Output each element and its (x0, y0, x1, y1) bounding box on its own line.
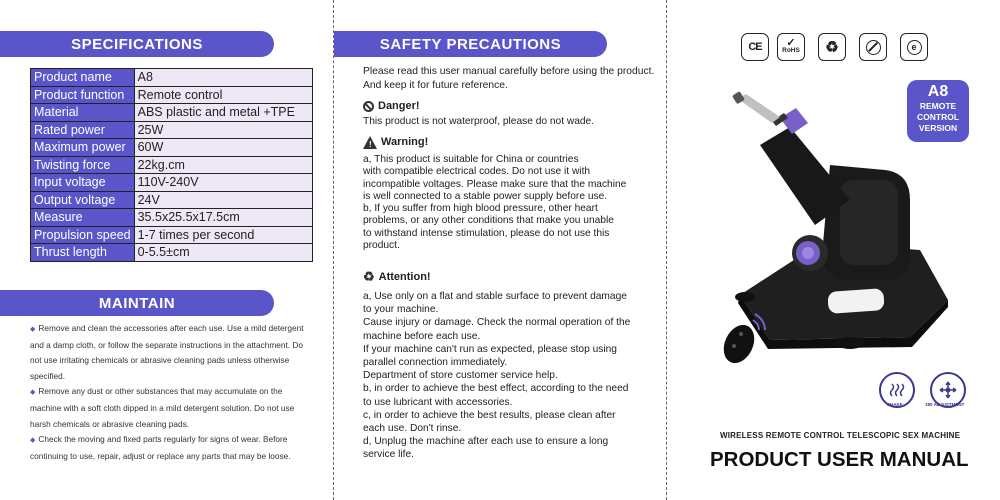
diamond-bullet-icon: ◆ (30, 326, 36, 333)
maintain-list (30, 321, 310, 464)
spec-key: Product function (31, 86, 135, 104)
spec-value: 25W (134, 121, 312, 139)
spec-value: 22kg.cm (134, 156, 312, 174)
product-rod (738, 94, 780, 123)
badge-model: A8 (927, 83, 949, 100)
specifications-title: SPECIFICATIONS (71, 35, 203, 53)
text-line: to use lubricant with accessories. (363, 396, 513, 408)
text-line: machine before each use. (363, 330, 481, 342)
ce-mark-icon: CE (741, 33, 769, 61)
spec-value: 35.5x25.5x17.5cm (134, 209, 312, 227)
text-line: b, in order to achieve the best effect, according to the need (363, 383, 629, 395)
spec-key: Propulsion speed (31, 226, 135, 244)
text-line: service life. (363, 449, 414, 461)
maintain-item: ◆ Check the moving and fixed parts regularly for signs of wear. Before continuing to use, repair, adjust or replace any parts that may be loose. (30, 434, 291, 461)
text-line: to your machine. (363, 304, 439, 316)
specifications-table (30, 68, 313, 262)
warning-text (363, 154, 663, 252)
text-line: problems, or any other conditions that make you unable (363, 215, 614, 227)
text-line: each use. Don't rinse. (363, 423, 462, 435)
maintain-banner (0, 290, 274, 316)
spec-key: Maximum power (31, 139, 135, 157)
text-line: d, Unplug the machine after each use to ensure a long (363, 436, 609, 448)
spec-row (31, 121, 313, 139)
adjustment-label: 180 ADJUSTMENT (925, 402, 965, 407)
spec-key: Input voltage (31, 174, 135, 192)
spec-row (31, 244, 313, 262)
spec-row (31, 104, 313, 122)
maintain-item: ◆ Remove any dust or other substances that may accumulate on the machine with a soft cloth dipped in a mild detergent solution. Do not use harsh chemicals or abrasive cleaning pads. (30, 386, 295, 429)
spec-value: 24V (134, 191, 312, 209)
remote-control (715, 310, 775, 370)
spec-value: A8 (134, 69, 312, 87)
text-line: b, If you suffer from high blood pressure, other heart (363, 203, 598, 215)
spec-key: Thrust length (31, 244, 135, 262)
text-line: incompatible voltages. Please make sure that the machine (363, 178, 627, 190)
spec-key: Product name (31, 69, 135, 87)
spec-row (31, 174, 313, 192)
text-line: c, in order to achieve the best results, please clean after (363, 409, 616, 421)
spec-value: 60W (134, 139, 312, 157)
spec-row (31, 139, 313, 157)
fold-line-left (333, 0, 334, 500)
maintain-title: MAINTAIN (98, 294, 176, 312)
spec-value: 0-5.5±cm (134, 244, 312, 262)
attention-text (363, 290, 663, 462)
text-line: If your machine can't run as expected, please stop using (363, 343, 617, 355)
spec-row (31, 86, 313, 104)
cover-title: PRODUCT USER MANUAL (710, 448, 969, 471)
spec-value: 1-7 times per second (134, 226, 312, 244)
spec-row (31, 226, 313, 244)
safety-banner (334, 31, 607, 57)
spec-key: Output voltage (31, 191, 135, 209)
text-line: Cause injury or damage. Check the normal operation of the (363, 317, 631, 329)
spec-row (31, 191, 313, 209)
rohs-mark-icon: ✓ RoHS (777, 33, 805, 61)
spec-key: Measure (31, 209, 135, 227)
warning-heading: ! Warning! (363, 136, 663, 149)
specifications-banner (0, 31, 274, 57)
text-line: a, Use only on a flat and stable surface to prevent damage (363, 291, 627, 302)
fold-line-right (666, 0, 667, 500)
shake-label: SHAKE (887, 402, 903, 407)
spec-key: Twisting force (31, 156, 135, 174)
maintain-item: ◆ Remove and clean the accessories after each use. Use a mild detergent and a damp cloth, or follow the separate instructions in the attachment. Do not use irritating chemicals or abrasive cleaning pads unless otherwise specified. (30, 323, 304, 381)
recycle-icon: ♻ (363, 269, 375, 284)
attention-heading: ♻ Attention! (363, 269, 431, 284)
safety-intro: Please read this user manual carefully before using the product. And keep it for future reference. (363, 66, 655, 91)
model-badge: A8 REMOTE CONTROL VERSION (907, 80, 969, 142)
text-line: product. (363, 240, 400, 252)
spec-row (31, 156, 313, 174)
spec-value: 110V-240V (134, 174, 312, 192)
text-line: Department of store customer service help. (363, 370, 558, 382)
diamond-bullet-icon: ◆ (30, 389, 36, 397)
spec-row (31, 69, 313, 87)
spec-row (31, 209, 313, 227)
spec-key: Material (31, 104, 135, 122)
no-mark-icon (859, 33, 887, 61)
prohibited-icon (363, 101, 374, 112)
spec-value: Remote control (134, 86, 312, 104)
spec-value: ABS plastic and metal +TPE (134, 104, 312, 122)
cover-subtitle: WIRELESS REMOTE CONTROL TELESCOPIC SEX MACHINE (720, 431, 961, 440)
diamond-bullet-icon: ◆ (30, 437, 36, 445)
text-line: is well connected to a stable power supply before use. (363, 190, 608, 202)
spec-key: Rated power (31, 121, 135, 139)
safety-title: SAFETY PRECAUTIONS (379, 35, 562, 53)
danger-heading: Danger! (363, 100, 663, 112)
warning-triangle-icon: ! (363, 136, 377, 149)
text-line: to withstand intense stimulation, please do not use this (363, 227, 610, 239)
recycle-mark-icon: ♻ (818, 33, 846, 61)
e-mark-icon: e (900, 33, 928, 61)
text-line: with compatible electrical codes. Do not use it with (363, 166, 591, 178)
danger-text: This product is not waterproof, please do not wade. (363, 116, 595, 127)
text-line: parallel connection immediately. (363, 357, 508, 369)
text-line: a, This product is suitable for China or countries (363, 154, 579, 165)
